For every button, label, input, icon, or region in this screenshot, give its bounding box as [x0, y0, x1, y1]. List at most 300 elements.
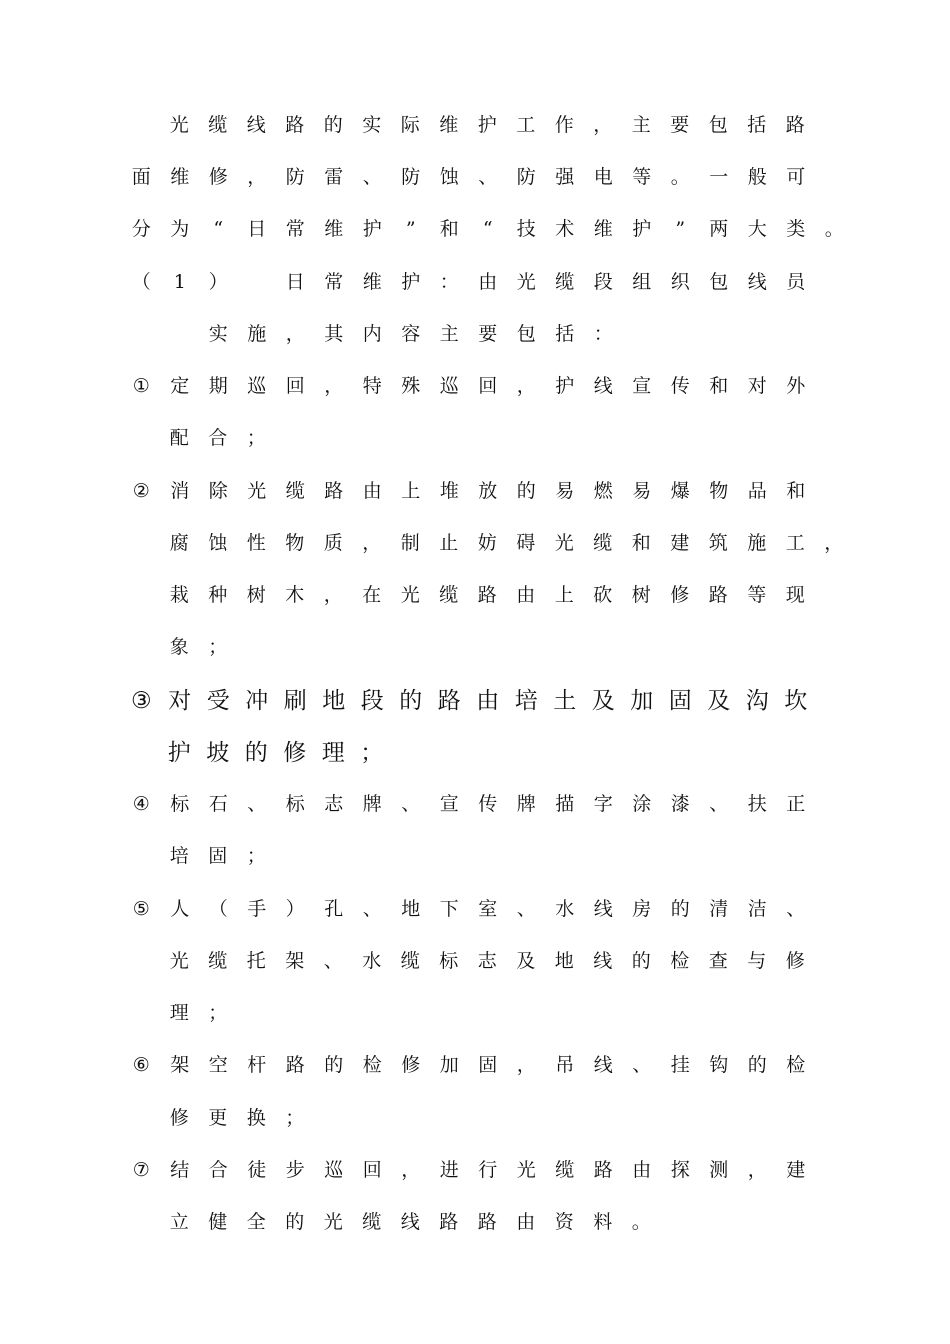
glyph: 巡: [439, 374, 459, 397]
glyph: 修: [208, 165, 228, 188]
glyph: 日: [247, 217, 267, 240]
glyph: 的: [285, 1210, 305, 1233]
glyph: 堆: [439, 479, 459, 502]
glyph: 路: [477, 1210, 497, 1233]
glyph: ：: [593, 322, 613, 345]
glyph: 修: [283, 739, 307, 766]
line-text: [122, 371, 815, 398]
glyph: ；: [208, 1001, 228, 1024]
glyph: 面: [131, 165, 151, 188]
glyph: 室: [478, 897, 498, 920]
glyph: 冲: [245, 687, 269, 714]
glyph: ，: [747, 1158, 767, 1181]
glyph: 蚀: [439, 165, 459, 188]
glyph: 护: [401, 270, 421, 293]
glyph: 加: [439, 1053, 459, 1076]
glyph: 缆: [400, 949, 420, 972]
glyph: 、: [516, 897, 536, 920]
glyph: 护: [632, 217, 652, 240]
glyph: 的: [324, 1053, 344, 1076]
glyph: 加: [630, 687, 654, 714]
glyph: [238, 267, 277, 294]
glyph: 等: [747, 583, 767, 606]
line-text: [160, 580, 815, 607]
glyph: 资: [554, 1210, 574, 1233]
glyph: ，: [593, 113, 613, 136]
glyph: 路: [285, 113, 305, 136]
glyph: 线: [593, 949, 613, 972]
glyph: 爆: [670, 479, 690, 502]
glyph: 施: [747, 531, 767, 554]
glyph: 由: [516, 1210, 536, 1233]
glyph: 沟: [745, 687, 769, 714]
glyph: 由: [478, 270, 498, 293]
glyph: 标: [285, 792, 305, 815]
glyph: 质: [323, 531, 343, 554]
glyph: 包: [708, 113, 728, 136]
glyph: 种: [208, 583, 228, 606]
glyph: 由: [476, 687, 500, 714]
glyph: 。: [670, 165, 690, 188]
glyph: 组: [632, 270, 652, 293]
glyph: 志: [477, 949, 497, 972]
glyph: 维: [324, 217, 344, 240]
glyph: 光: [247, 479, 267, 502]
glyph: ，: [247, 165, 267, 188]
glyph: 涂: [632, 792, 652, 815]
glyph: 探: [670, 1158, 690, 1181]
line-text: [199, 319, 623, 346]
line-text: [160, 1103, 314, 1130]
glyph: 进: [439, 1158, 459, 1181]
line-text: [122, 476, 815, 503]
glyph: 止: [439, 531, 459, 554]
glyph: ”: [405, 217, 416, 240]
list-item-3-line-1: [122, 678, 815, 718]
glyph: “: [213, 217, 224, 240]
glyph: 缆: [208, 113, 228, 136]
glyph: 护: [555, 374, 575, 397]
glyph: 理: [169, 1001, 189, 1024]
glyph: 行: [478, 1158, 498, 1181]
glyph: 水: [555, 897, 575, 920]
glyph: 空: [208, 1053, 228, 1076]
glyph: 腐: [169, 531, 189, 554]
line-text: [122, 1155, 815, 1182]
glyph: 结: [170, 1158, 190, 1181]
glyph: 人: [170, 897, 190, 920]
glyph: ⑤: [132, 897, 150, 920]
glyph: 为: [170, 217, 190, 240]
glyph: 缆: [285, 479, 305, 502]
glyph: 光: [323, 1210, 343, 1233]
glyph: 要: [670, 113, 690, 136]
glyph: 其: [324, 322, 344, 345]
glyph: 扶: [747, 792, 767, 815]
line-text: [160, 946, 815, 973]
glyph: 路: [593, 1158, 613, 1181]
glyph: 的: [323, 113, 343, 136]
glyph: 与: [747, 949, 767, 972]
glyph: 标: [170, 792, 190, 815]
glyph: ，: [401, 1158, 421, 1181]
line-text: [122, 682, 815, 715]
list-item-4-line-1: [122, 782, 815, 822]
glyph: 线: [747, 270, 767, 293]
glyph: 清: [709, 897, 729, 920]
glyph: ，: [323, 583, 343, 606]
glyph: 工: [516, 113, 536, 136]
glyph: 固: [668, 687, 692, 714]
glyph: 漆: [670, 792, 690, 815]
glyph: 修: [670, 583, 690, 606]
list-item-6-line-1: [122, 1043, 815, 1083]
glyph: 坎: [784, 687, 808, 714]
line-text: [122, 1050, 815, 1077]
glyph: 培: [169, 844, 189, 867]
glyph: “: [482, 217, 493, 240]
glyph: 、: [786, 897, 806, 920]
glyph: 及: [591, 687, 615, 714]
glyph: ；: [246, 426, 266, 449]
glyph: 织: [670, 270, 690, 293]
line-text: [122, 789, 815, 816]
glyph: 技: [516, 217, 536, 240]
glyph: 维: [439, 113, 459, 136]
list-item-1-line-1: [122, 364, 815, 404]
glyph: 土: [553, 687, 577, 714]
glyph: 步: [285, 1158, 305, 1181]
glyph: 检: [362, 1053, 382, 1076]
section-heading-daily-maintenance: [122, 260, 815, 300]
glyph: 消: [170, 479, 190, 502]
glyph: 钩: [709, 1053, 729, 1076]
glyph: 立: [169, 1210, 189, 1233]
glyph: 和: [786, 479, 806, 502]
glyph: 及: [516, 949, 536, 972]
glyph: 光: [169, 113, 189, 136]
glyph: 标: [439, 949, 459, 972]
glyph: 光: [554, 531, 574, 554]
glyph: 地: [322, 687, 346, 714]
line-text: [122, 162, 815, 189]
glyph: 维: [170, 165, 190, 188]
glyph: 建: [670, 531, 690, 554]
glyph: 宣: [439, 792, 459, 815]
glyph: 施: [247, 322, 267, 345]
glyph: 护: [167, 739, 191, 766]
glyph: 建: [786, 1158, 806, 1181]
glyph: 。: [824, 217, 844, 240]
glyph: 护: [362, 217, 382, 240]
list-item-4-line-2: [160, 834, 276, 874]
glyph: 路: [437, 687, 461, 714]
glyph: 的: [399, 687, 423, 714]
glyph: 托: [246, 949, 266, 972]
glyph: 洁: [747, 897, 767, 920]
glyph: 品: [747, 479, 767, 502]
glyph: 志: [324, 792, 344, 815]
glyph: 合: [208, 426, 228, 449]
glyph: ①: [132, 374, 150, 397]
glyph: 雷: [324, 165, 344, 188]
glyph: 特: [362, 374, 382, 397]
glyph: 正: [786, 792, 806, 815]
glyph: 大: [747, 217, 767, 240]
line-text: [122, 894, 815, 921]
list-item-7-line-1: [122, 1148, 815, 1188]
glyph: 段: [593, 270, 613, 293]
glyph: 要: [478, 322, 498, 345]
glyph: 可: [786, 165, 806, 188]
glyph: ）: [208, 270, 228, 293]
glyph: 包: [709, 270, 729, 293]
list-item-6-line-2: [160, 1096, 314, 1136]
glyph: 木: [285, 583, 305, 606]
glyph: ⑦: [132, 1158, 150, 1181]
glyph: 水: [362, 949, 382, 972]
glyph: 坡: [206, 739, 230, 766]
glyph: ，: [516, 1053, 536, 1076]
glyph: ；: [285, 1106, 305, 1129]
glyph: 内: [362, 322, 382, 345]
glyph: 料: [593, 1210, 613, 1233]
glyph: 主: [631, 113, 651, 136]
glyph: ④: [132, 792, 150, 815]
glyph: 。: [631, 1210, 651, 1233]
glyph: ；: [360, 739, 384, 766]
glyph: 防: [401, 165, 421, 188]
glyph: 在: [362, 583, 382, 606]
paragraph-intro-line-1: [160, 103, 815, 143]
glyph: ，: [362, 531, 382, 554]
glyph: 分: [131, 217, 151, 240]
glyph: 缆: [208, 949, 228, 972]
section-heading-continuation: [199, 312, 623, 352]
glyph: 树: [246, 583, 266, 606]
list-item-2-line-2: [160, 521, 853, 561]
glyph: 光: [169, 949, 189, 972]
glyph: 一: [709, 165, 729, 188]
glyph: 筑: [708, 531, 728, 554]
glyph: 传: [670, 374, 690, 397]
glyph: 线: [400, 1210, 420, 1233]
glyph: 物: [285, 531, 305, 554]
glyph: 缆: [593, 531, 613, 554]
glyph: 制: [400, 531, 420, 554]
glyph: 的: [670, 897, 690, 920]
glyph: 殊: [401, 374, 421, 397]
glyph: 、: [362, 165, 382, 188]
glyph: 括: [555, 322, 575, 345]
glyph: 、: [362, 897, 382, 920]
glyph: 光: [516, 270, 536, 293]
glyph: 缆: [555, 270, 575, 293]
glyph: 描: [555, 792, 575, 815]
glyph: 期: [208, 374, 228, 397]
glyph: 维: [593, 217, 613, 240]
glyph: 定: [170, 374, 190, 397]
glyph: 蚀: [208, 531, 228, 554]
glyph: 容: [401, 322, 421, 345]
glyph: 和: [439, 217, 459, 240]
glyph: 、: [247, 792, 267, 815]
glyph: 防: [285, 165, 305, 188]
glyph: 孔: [324, 897, 344, 920]
glyph: 巡: [324, 1158, 344, 1181]
paragraph-intro-line-2: [122, 155, 815, 195]
glyph: 主: [439, 322, 459, 345]
glyph: 测: [709, 1158, 729, 1181]
glyph: 牌: [516, 792, 536, 815]
glyph: 吊: [555, 1053, 575, 1076]
glyph: 地: [554, 949, 574, 972]
glyph: 实: [208, 322, 228, 345]
list-item-5-line-3: [160, 991, 237, 1031]
glyph: 修: [785, 949, 805, 972]
glyph: 路: [439, 1210, 459, 1233]
glyph: 放: [478, 479, 498, 502]
glyph: 房: [632, 897, 652, 920]
glyph: 路: [324, 479, 344, 502]
list-item-2-line-4: [160, 625, 237, 665]
glyph: 回: [362, 1158, 382, 1181]
glyph: 包: [516, 322, 536, 345]
line-text: [160, 734, 391, 767]
glyph: 、: [401, 792, 421, 815]
glyph: 光: [516, 1158, 536, 1181]
glyph: 线: [593, 897, 613, 920]
glyph: 、: [709, 792, 729, 815]
line-text: [160, 632, 237, 659]
glyph: 路: [785, 113, 805, 136]
glyph: ：: [439, 270, 459, 293]
glyph: 修: [169, 1106, 189, 1129]
glyph: 性: [246, 531, 266, 554]
glyph: 物: [709, 479, 729, 502]
glyph: ”: [675, 217, 686, 240]
glyph: 外: [786, 374, 806, 397]
glyph: 术: [555, 217, 575, 240]
glyph: 路: [285, 1053, 305, 1076]
glyph: 手: [247, 897, 267, 920]
line-text: [160, 110, 815, 137]
glyph: 架: [285, 949, 305, 972]
glyph: 和: [709, 374, 729, 397]
glyph: （: [131, 270, 151, 293]
glyph: ，: [824, 531, 844, 554]
glyph: 等: [632, 165, 652, 188]
glyph: 换: [246, 1106, 266, 1129]
glyph: 修: [401, 1053, 421, 1076]
glyph: 现: [785, 583, 805, 606]
glyph: 、: [632, 1053, 652, 1076]
glyph: 常: [285, 217, 305, 240]
glyph: 宣: [632, 374, 652, 397]
list-item-1-line-2: [160, 416, 276, 456]
glyph: 查: [708, 949, 728, 972]
glyph: 及: [707, 687, 731, 714]
glyph: 维: [362, 270, 382, 293]
list-item-3-line-2: [160, 730, 391, 770]
glyph: 上: [401, 479, 421, 502]
glyph: 杆: [247, 1053, 267, 1076]
glyph: 更: [208, 1106, 228, 1129]
glyph: 常: [324, 270, 344, 293]
glyph: 树: [631, 583, 651, 606]
glyph: ）: [285, 897, 305, 920]
glyph: ，: [285, 322, 305, 345]
line-text: [160, 841, 276, 868]
glyph: ，: [516, 374, 536, 397]
glyph: 对: [747, 374, 767, 397]
glyph: 作: [554, 113, 574, 136]
glyph: 下: [439, 897, 459, 920]
glyph: ，: [324, 374, 344, 397]
glyph: 路: [477, 583, 497, 606]
glyph: 地: [401, 897, 421, 920]
glyph: 象: [169, 635, 189, 658]
line-text: [160, 528, 853, 555]
glyph: 妨: [477, 531, 497, 554]
glyph: ③: [130, 687, 152, 714]
glyph: 强: [555, 165, 575, 188]
glyph: 员: [786, 270, 806, 293]
glyph: 合: [208, 1158, 228, 1181]
glyph: 对: [168, 687, 192, 714]
glyph: ；: [208, 635, 228, 658]
glyph: 石: [208, 792, 228, 815]
glyph: 线: [246, 113, 266, 136]
line-text: [122, 267, 815, 294]
glyph: 巡: [247, 374, 267, 397]
glyph: 砍: [593, 583, 613, 606]
glyph: 防: [516, 165, 536, 188]
line-text: [160, 423, 276, 450]
glyph: 配: [169, 426, 189, 449]
list-item-2-line-3: [160, 573, 815, 613]
glyph: 传: [478, 792, 498, 815]
paragraph-intro-line-3: [122, 207, 854, 247]
glyph: 上: [554, 583, 574, 606]
glyph: 挂: [670, 1053, 690, 1076]
list-item-7-line-2: [160, 1200, 661, 1240]
glyph: 的: [631, 949, 651, 972]
glyph: 除: [208, 479, 228, 502]
glyph: 缆: [439, 583, 459, 606]
glyph: 检: [670, 949, 690, 972]
line-text: [160, 1207, 661, 1234]
glyph: ；: [246, 844, 266, 867]
glyph: 全: [246, 1210, 266, 1233]
glyph: 易: [555, 479, 575, 502]
glyph: 由: [632, 1158, 652, 1181]
glyph: （: [208, 897, 228, 920]
glyph: 和: [631, 531, 651, 554]
glyph: 般: [747, 165, 767, 188]
glyph: 检: [786, 1053, 806, 1076]
glyph: 、: [323, 949, 343, 972]
glyph: 线: [593, 1053, 613, 1076]
glyph: 理: [321, 739, 345, 766]
glyph: 缆: [362, 1210, 382, 1233]
line-text: [160, 998, 237, 1025]
glyph: 由: [516, 583, 536, 606]
glyph: 电: [593, 165, 613, 188]
glyph: 光: [400, 583, 420, 606]
glyph: 类: [786, 217, 806, 240]
glyph: 刷: [283, 687, 307, 714]
